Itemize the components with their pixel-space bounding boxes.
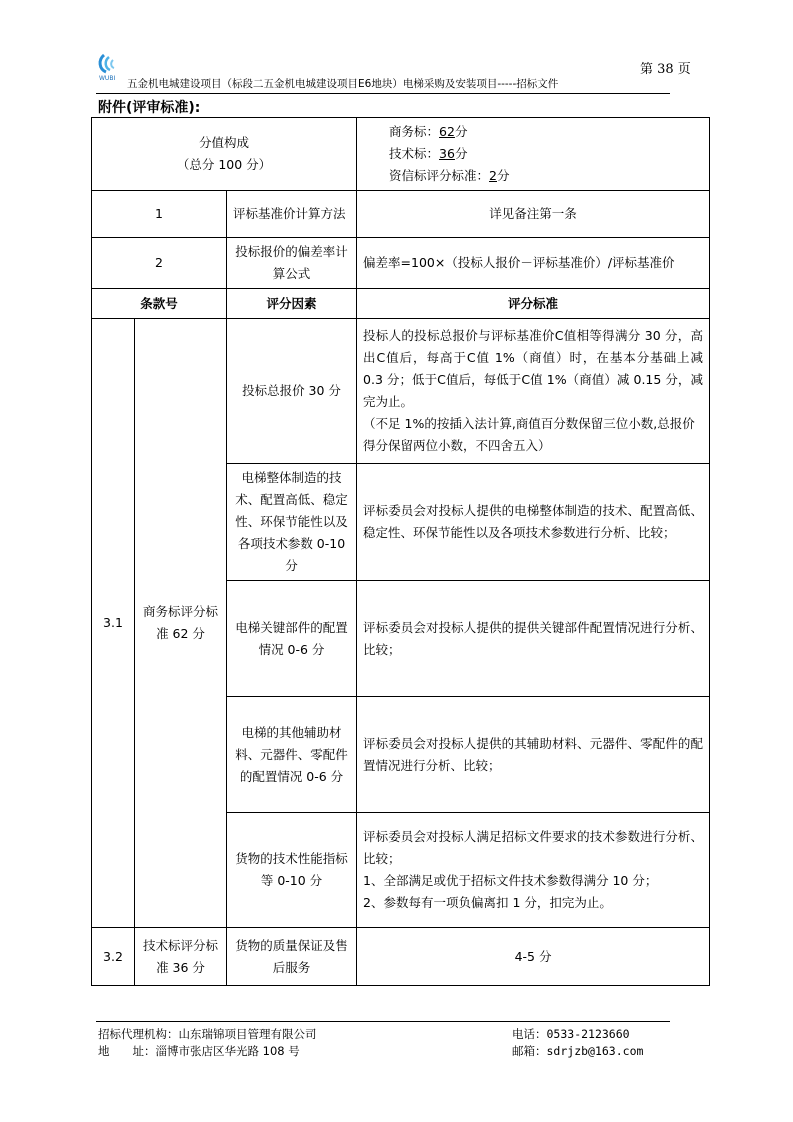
row-factor: 投标总报价 30 分 xyxy=(227,319,357,464)
footer-right xyxy=(512,1026,643,1060)
section-number: 3.1 xyxy=(92,319,135,928)
footer-email: 邮箱：sdrjzb@163.com xyxy=(512,1044,644,1058)
table-row xyxy=(92,238,710,289)
footer-phone: 电话：0533-2123660 xyxy=(512,1027,630,1041)
section-name: 技术标评分标准 36 分 xyxy=(135,928,227,986)
standard-text: 评标委员会对投标人满足招标文件要求的技术参数进行分析、比较； xyxy=(363,829,704,866)
row-factor: 投标报价的偏差率计算公式 xyxy=(227,238,357,289)
business-score: 商务标：62分 xyxy=(389,124,468,139)
logo-text: WUBI xyxy=(99,75,116,82)
column-header-row xyxy=(92,289,710,319)
technical-score: 技术标：36分 xyxy=(389,146,468,161)
row-number: 2 xyxy=(92,238,227,289)
page-number: 第 38 页 xyxy=(640,62,691,77)
standard-point-1: 1、全部满足或优于招标文件技术参数得满分 10 分； xyxy=(363,873,658,888)
credit-score: 资信标评分标准：2分 xyxy=(389,168,510,183)
row-standard: 评标委员会对投标人提供的提供关键部件配置情况进行分析、比较； xyxy=(357,581,710,697)
company-logo-icon xyxy=(96,52,128,82)
footer-divider xyxy=(96,1021,670,1022)
row-standard: 偏差率=100×（投标人报价－评标基准价）/评标基准价 xyxy=(357,238,710,289)
standard-text: 投标人的投标总报价与评标基准价C值相等得满分 30 分，高出C值后，每高于C值 1%（商值）时，在基本分基础上减 0.3 分；低于C值后，每低于C值 1%（商值）减 0.15 分，减完为止。 xyxy=(363,328,704,409)
standard-note: （不足 1%的按插入法计算,商值百分数保留三位小数,总报价得分保留两位小数，不四舍五入） xyxy=(363,416,695,453)
header-divider xyxy=(96,93,670,94)
footer-agency: 招标代理机构：山东瑞锦项目管理有限公司 xyxy=(98,1027,317,1041)
table-row xyxy=(92,319,710,464)
score-composition-label: 分值构成 xyxy=(199,135,250,150)
row-standard: 4-5 分 xyxy=(357,928,710,986)
row-standard: 评标委员会对投标人提供的电梯整体制造的技术、配置高低、稳定性、环保节能性以及各项技术参数进行分析、比较； xyxy=(357,464,710,581)
summary-row xyxy=(92,118,710,191)
row-standard: 详见备注第一条 xyxy=(357,191,710,238)
table-row xyxy=(92,928,710,986)
row-number: 1 xyxy=(92,191,227,238)
row-factor: 货物的质量保证及售后服务 xyxy=(227,928,357,986)
row-standard xyxy=(357,813,710,928)
footer-left xyxy=(98,1026,317,1060)
header-project-line: 五金机电城建设项目（标段二五金机电城建设项目E6地块）电梯采购及安装项目-----招标文件 xyxy=(127,78,559,90)
score-composition-cell xyxy=(92,118,357,191)
column-header-factor: 评分因素 xyxy=(227,289,357,319)
row-factor: 电梯的其他辅助材料、元器件、零配件的配置情况 0-6 分 xyxy=(227,697,357,813)
row-factor: 货物的技术性能指标等 0-10 分 xyxy=(227,813,357,928)
evaluation-table xyxy=(91,117,710,986)
row-factor: 电梯关键部件的配置情况 0-6 分 xyxy=(227,581,357,697)
column-header-clause: 条款号 xyxy=(92,289,227,319)
standard-point-2: 2、参数每有一项负偏离扣 1 分，扣完为止。 xyxy=(363,895,612,910)
row-standard xyxy=(357,319,710,464)
row-factor: 评标基准价计算方法 xyxy=(227,191,357,238)
table-row xyxy=(92,191,710,238)
attachment-title: 附件(评审标准): xyxy=(98,100,201,116)
footer-address: 地 址：淄博市张店区华光路 108 号 xyxy=(98,1044,300,1058)
score-breakdown-cell xyxy=(357,118,710,191)
section-number: 3.2 xyxy=(92,928,135,986)
row-factor: 电梯整体制造的技术、配置高低、稳定性、环保节能性以及各项技术参数 0-10 分 xyxy=(227,464,357,581)
total-score-label: （总分 100 分） xyxy=(176,157,272,172)
row-standard: 评标委员会对投标人提供的其辅助材料、元器件、零配件的配置情况进行分析、比较； xyxy=(357,697,710,813)
column-header-standard: 评分标准 xyxy=(357,289,710,319)
section-name: 商务标评分标准 62 分 xyxy=(135,319,227,928)
